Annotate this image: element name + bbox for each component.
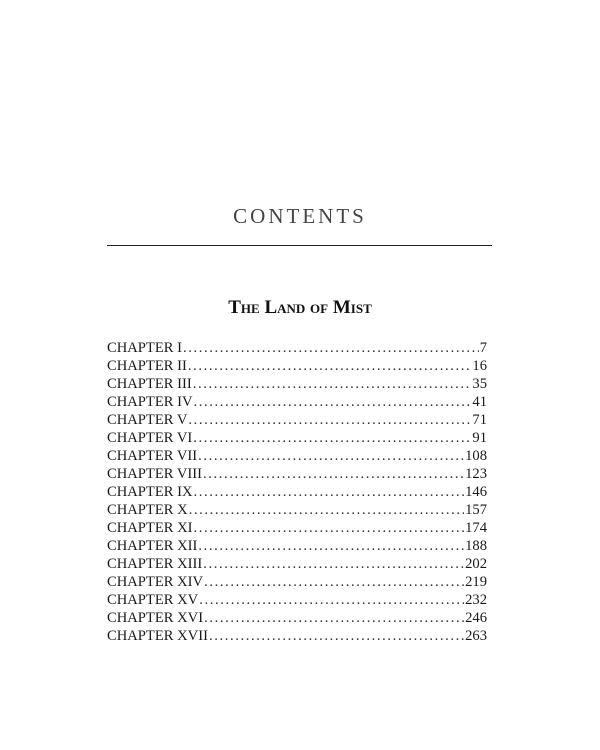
page-number: 71: [472, 412, 487, 428]
toc-entry[interactable]: [107, 627, 487, 645]
book-title: The Land of Mist: [228, 297, 372, 318]
chapter-label: CHAPTER V: [107, 412, 188, 428]
toc-entry[interactable]: [107, 609, 487, 627]
chapter-label: CHAPTER XII: [107, 538, 198, 554]
toc-entry[interactable]: [107, 357, 487, 375]
heading-divider: [107, 245, 492, 246]
page-number: 246: [465, 610, 487, 626]
chapter-label: CHAPTER III: [107, 376, 192, 392]
chapter-label: CHAPTER VII: [107, 448, 198, 464]
dot-leader: [203, 465, 464, 483]
toc-entry[interactable]: [107, 465, 487, 483]
toc-entry[interactable]: [107, 501, 487, 519]
chapter-label: CHAPTER XI: [107, 520, 193, 536]
page-number: 146: [465, 484, 487, 500]
toc-entry[interactable]: [107, 591, 487, 609]
page-number: 108: [465, 448, 487, 464]
dot-leader: [193, 429, 471, 447]
page-number: 7: [479, 340, 487, 356]
dot-leader: [198, 537, 464, 555]
chapter-label: CHAPTER XIV: [107, 574, 204, 590]
contents-heading: CONTENTS: [233, 204, 367, 228]
toc-entry[interactable]: [107, 339, 487, 357]
dot-leader: [193, 375, 472, 393]
toc-entry[interactable]: [107, 375, 487, 393]
chapter-label: CHAPTER IV: [107, 394, 193, 410]
table-of-contents: [107, 339, 487, 645]
toc-entry[interactable]: [107, 573, 487, 591]
chapter-label: CHAPTER XVI: [107, 610, 204, 626]
toc-entry[interactable]: [107, 429, 487, 447]
dot-leader: [188, 411, 471, 429]
dot-leader: [209, 627, 464, 645]
toc-entry[interactable]: [107, 519, 487, 537]
page-number: 174: [465, 520, 487, 536]
dot-leader: [189, 501, 464, 519]
toc-entry[interactable]: [107, 555, 487, 573]
toc-entry[interactable]: [107, 537, 487, 555]
chapter-label: CHAPTER XIII: [107, 556, 203, 572]
page-number: 123: [465, 466, 487, 482]
toc-entry[interactable]: [107, 393, 487, 411]
chapter-label: CHAPTER II: [107, 358, 187, 374]
page-number: 188: [465, 538, 487, 554]
toc-entry[interactable]: [107, 447, 487, 465]
page-number: 202: [465, 556, 487, 572]
chapter-label: CHAPTER I: [107, 340, 182, 356]
page-number: 263: [465, 628, 487, 644]
dot-leader: [198, 447, 464, 465]
dot-leader: [194, 519, 465, 537]
chapter-label: CHAPTER XVII: [107, 628, 208, 644]
page-number: 91: [472, 430, 487, 446]
dot-leader: [183, 339, 479, 357]
dot-leader: [199, 591, 464, 609]
chapter-label: CHAPTER X: [107, 502, 188, 518]
dot-leader: [204, 573, 464, 591]
chapter-label: CHAPTER IX: [107, 484, 193, 500]
chapter-label: CHAPTER XV: [107, 592, 199, 608]
chapter-label: CHAPTER VIII: [107, 466, 202, 482]
dot-leader: [203, 555, 464, 573]
page-number: 157: [465, 502, 487, 518]
page-number: 41: [472, 394, 487, 410]
page-number: 35: [472, 376, 487, 392]
dot-leader: [188, 357, 472, 375]
dot-leader: [194, 393, 472, 411]
page-number: 16: [472, 358, 487, 374]
toc-entry[interactable]: [107, 483, 487, 501]
toc-entry[interactable]: [107, 411, 487, 429]
page-number: 232: [465, 592, 487, 608]
chapter-label: CHAPTER VI: [107, 430, 193, 446]
dot-leader: [194, 483, 465, 501]
dot-leader: [204, 609, 464, 627]
page-number: 219: [465, 574, 487, 590]
